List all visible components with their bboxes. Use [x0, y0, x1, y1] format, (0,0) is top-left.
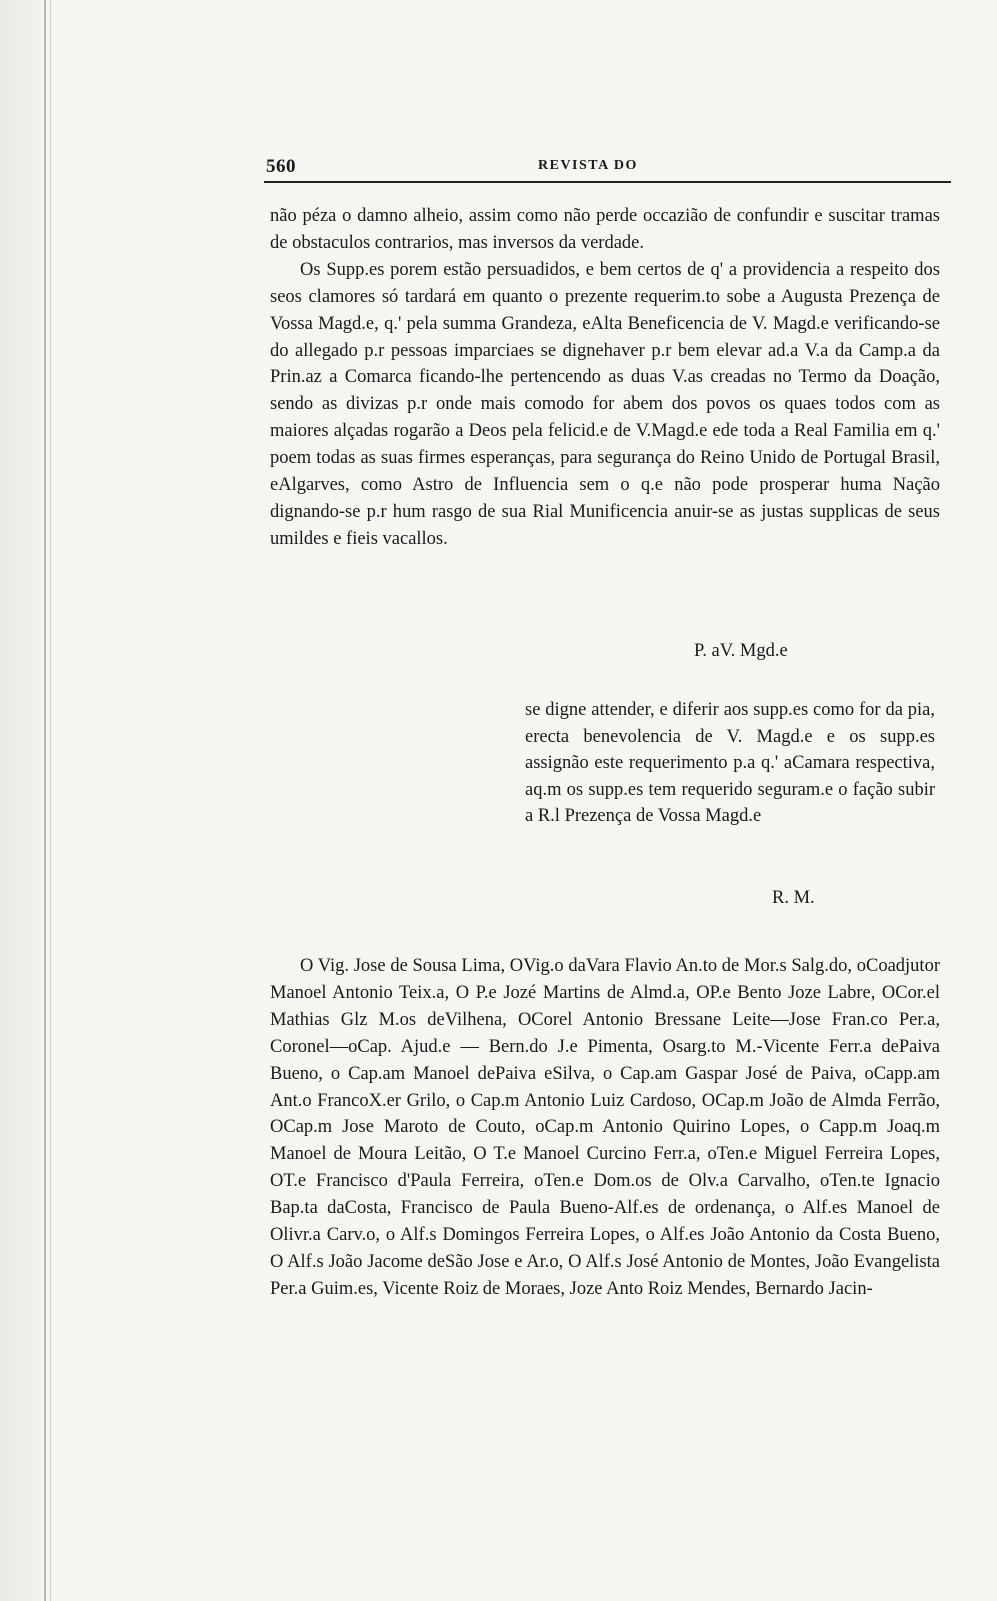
spine-edge-line-thin	[50, 0, 51, 1601]
rm-abbreviation: R. M.	[772, 888, 815, 908]
spine-edge-line	[44, 0, 46, 1601]
page-number: 560	[266, 156, 296, 177]
closing-request: se digne attender, e diferir aos supp.es como for da pia, erecta benevolencia de V. Magd.e e os supp.es assignão este requerimento p.a q.' aCamara respectiva, aq.m os supp.es tem requerido seguram.e o fação subir a R.l Prezença de Vossa Magd.e	[525, 700, 935, 827]
petition-formula: P. aV. Mgd.e	[694, 641, 788, 661]
book-spine-shadow	[0, 0, 55, 1601]
signatories-text	[270, 953, 940, 1303]
header-rule	[264, 181, 951, 183]
signatories-list: O Vig. Jose de Sousa Lima, OVig.o daVara Flavio An.to de Mor.s Salg.do, oCoadjutor Manoel Antonio Teix.a, O P.e Jozé Martins de Almd.a, OP.e Bento Joze Labre, OCor.el Mathias Glz M.os deVilhena, OCorel Antonio Bressane Leite—Jose Fran.co Per.a, Coronel—oCap. Ajud.e — Bern.do J.e Pimenta, Osarg.to M.-Vicente Ferr.a dePaiva Bueno, o Cap.am Manoel dePaiva eSilva, o Cap.am Gaspar José de Paiva, oCapp.am Ant.o FrancoX.er Grilo, o Cap.m Antonio Luiz Cardoso, OCap.m João de Almda Ferrão, OCap.m Jose Maroto de Couto, oCap.m Antonio Quirino Lopes, o Capp.m Joaq.m Manoel de Moura Leitão, O T.e Manoel Curcino Ferr.a, oTen.e Miguel Ferreira Lopes, OT.e Francisco d'Paula Ferreira, oTen.e Dom.os de Olv.a Carvalho, oTen.te Ignacio Bap.ta daCosta, Francisco de Paula Bueno-Alf.es de ordenança, o Alf.es Manoel de Olivr.a Carv.o, o Alf.s Domingos Ferreira Lopes, o Alf.es João Antonio da Costa Bueno, O Alf.s João Jacome deSão Jose e Ar.o, O Alf.s José Antonio de Montes, João Evangelista Per.a Guim.es, Vicente Roiz de Moraes, Joze Anto Roiz Mendes, Bernardo Jacin-	[270, 956, 940, 1299]
paragraph-supplicants: Os Supp.es porem estão persuadidos, e bem certos de q' a providencia a respeito dos seos clamores só tardará em quanto o prezente requerim.to sobe a Augusta Prezença de Vossa Magd.e, q.' pela summa Grandeza, eAlta Beneficencia de V. Magd.e verificando-se do allegado p.r pessoas imparciaes se dignehaver p.r bem elevar ad.a V.a da Camp.a da Prin.az a Comarca ficando-lhe pertencendo as duas V.as creadas no Termo da Doação, sendo as divizas p.r onde mais comodo for abem dos povos os quaes todos com as maiores alçadas rogarão a Deos pela felicid.e de V.Magd.e ede toda a Real Familia em q.' poem todas as suas firmes esperanças, para segurança do Reino Unido de Portugal Brasil, eAlgarves, como Astro de Influencia sem o q.e não pode prosperar huma Nação dignando-se p.r hum rasgo de sua Rial Munificencia anuir-se as justas supplicas de seus umildes e fieis vacallos.	[270, 259, 940, 549]
main-text	[270, 203, 940, 553]
paragraph-continued: não péza o damno alheio, assim como não perde occazião de confundir e suscitar tramas de obstaculos contrarios, mas inversos da verdade.	[270, 206, 940, 253]
running-head: REVISTA DO	[538, 158, 638, 173]
